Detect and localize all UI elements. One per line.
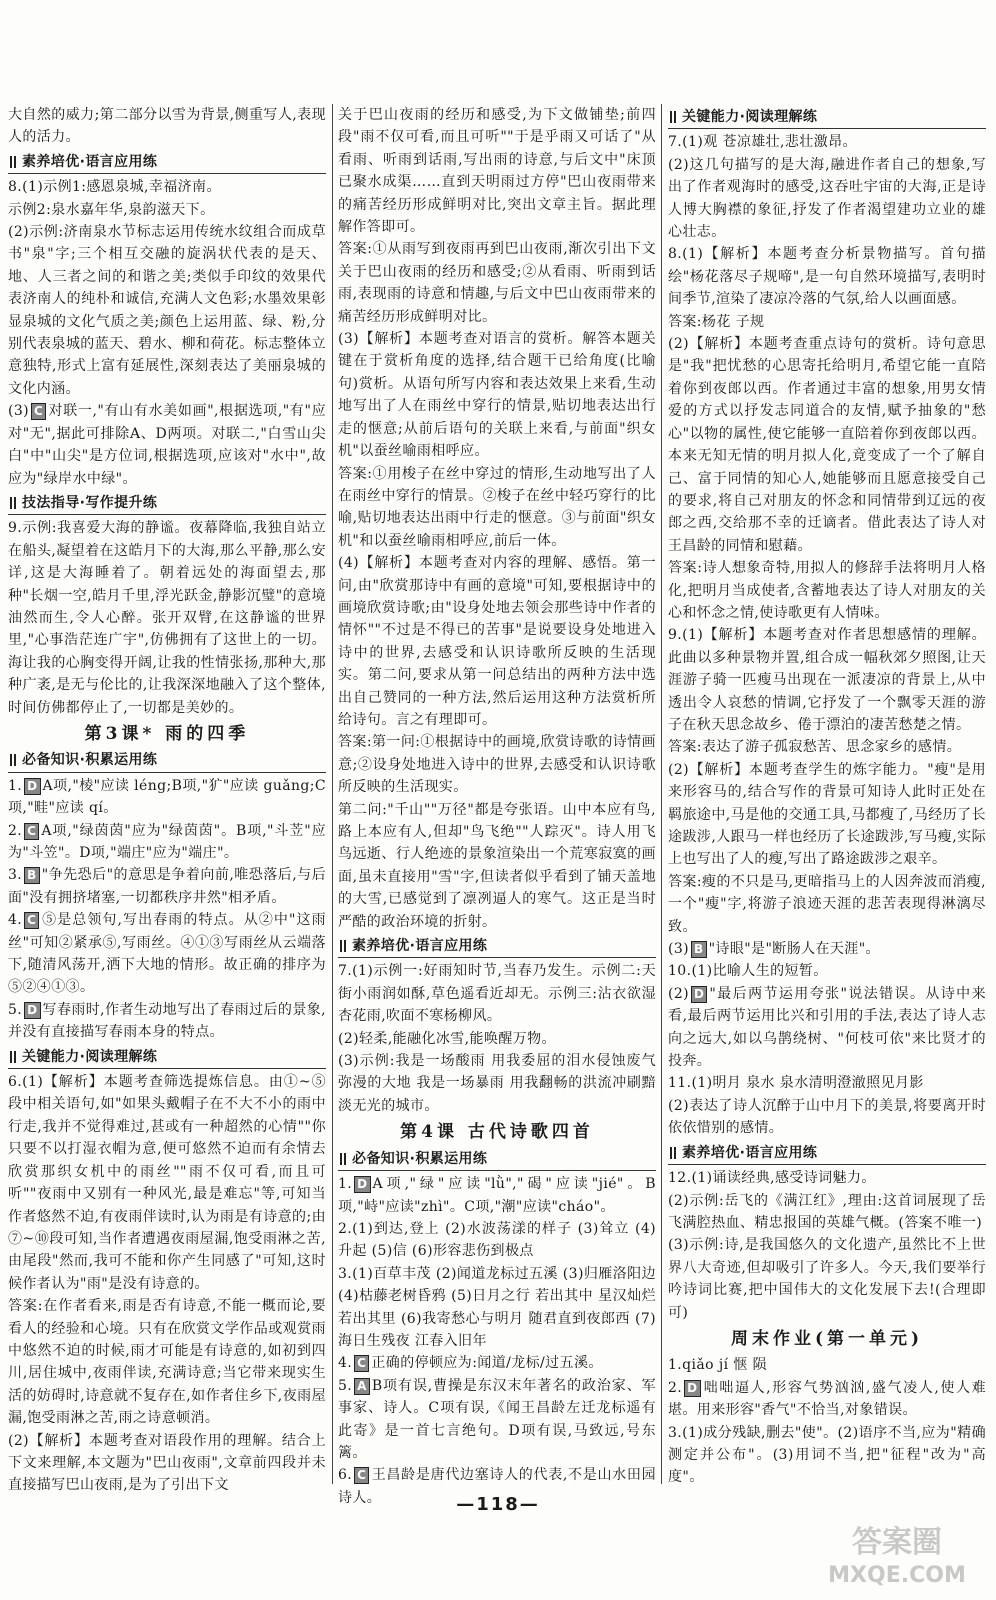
answer-choice-box: B xyxy=(24,867,40,884)
answer-item: (2)示例:济南泉水节标志运用传统水纹组合而成草书"泉"字;三个相互交融的旋涡状代表的是天、地、人三者之间的和谐之美;类似手印纹的效果代表济南人的纯朴和诚信,充满人文色彩;水墨效果彰显泉城的文化气质之美;颜色上运用蓝、绿、粉,分别代表泉城的蓝天、碧水、柳和荷花。标志整体立意独特,形式上富有延展性,深刻表达了美丽泉城的文化内涵。 xyxy=(8,224,326,397)
answer-text: "诗眼"是"断肠人在天涯"。 xyxy=(708,941,880,958)
answer-item xyxy=(8,864,326,909)
section-header: 关键能力·阅读理解练 xyxy=(8,1046,326,1069)
answer-text: B项有误,曹操是东汉末年著名的政治家、军事家、诗人。C项有误,《闻王昌龄左迁龙标遥有此寄》是一首七言绝句。D项有误,马致远,号东篱。 xyxy=(338,1377,656,1461)
answer-text: "最后两节运用夸张"说法错误。从诗中来看,最后两节运用比兴和引用的手法,表达了诗人志向之远大,如以乌鹊绕树、"何枝可依"来比贤才的投奔。 xyxy=(668,985,986,1070)
column-divider xyxy=(661,104,662,1484)
answer-item xyxy=(668,938,986,960)
answer-item: 答案:诗人想象奇特,用拟人的修辞手法将明月人格化,把明月当成使者,含蓄地表达了诗人对朋友的关心和怀念之情,使诗歌更有人情味。 xyxy=(668,560,986,621)
watermark-text: 答案圈 xyxy=(852,1525,942,1560)
answer-item xyxy=(8,820,326,865)
answer-choice-box: D xyxy=(684,1380,700,1397)
watermark-url: MXQE.COM xyxy=(828,1563,966,1588)
lesson-title: 第3课* 雨的四季 xyxy=(84,723,250,744)
column-divider xyxy=(332,104,333,1484)
item-number: 5. xyxy=(8,1001,23,1018)
answer-choice-box: C xyxy=(31,403,46,420)
lesson-title: 第4课 古代诗歌四首 xyxy=(400,1122,594,1143)
answer-item: 1.qiǎo jí 惬 陨 xyxy=(668,1357,767,1374)
answer-choice-box: D xyxy=(24,1002,40,1019)
item-number: 5. xyxy=(338,1377,353,1394)
answer-choice-box: C xyxy=(354,1467,369,1484)
section-header: 必备知识·积累运用练 xyxy=(338,1148,656,1171)
answer-text: ⑤是总领句,写出春雨的特点。从②中"这雨丝"可知②紧承⑤,写雨丝。④①③写雨丝从云端落下,随清风荡开,洒下大地的情形。故正确的排序为⑤②④①③。 xyxy=(8,912,326,996)
answer-choice-box: D xyxy=(354,1176,370,1193)
answer-item: 示例2:泉水嘉年华,泉韵滋天下。 xyxy=(8,201,215,218)
answer-choice-box: A xyxy=(354,1378,370,1395)
answer-item: (4)【解析】本题考查对内容的理解、感悟。第一问,由"欣赏那诗中有画的意境"可知,要根据诗中的画境欣赏诗歌;由"设身处地去领会那些诗中作者的情怀""不过是不得已的苦事"是说要设身处地进入诗中的世界,去感受和认识诗歌所反映的生活现实。第二问,要求从第一问总结出的两种方法中选出自己赞同的一种方法,然后运用这种方法赏析所给诗句。言之有理即可。 xyxy=(338,555,656,728)
answer-item: 答案:表达了游子孤寂愁苦、思念家乡的感情。 xyxy=(668,739,962,756)
answer-item xyxy=(8,999,326,1044)
item-number: 6. xyxy=(338,1467,353,1484)
page-number: —118— xyxy=(456,1494,540,1515)
answer-text: 咄咄逼人,形容气势汹汹,盛气凌人,使人难堪。用来形容"香气"不恰当,对象错误。 xyxy=(668,1379,986,1419)
answer-item: (2)【解析】本题考查学生的炼字能力。"瘦"是用来形容马的,结合写作的背景可知诗人此时正处在羁旅途中,马是他的交通工具,马都瘦了,马经历了长途跋涉,人跟马一样也经历了长途跋涉,写马瘦,实际上也写出了人的瘦,写出了路途跋涉之艰辛。 xyxy=(668,761,986,868)
answer-choice-box: B xyxy=(691,941,707,958)
answer-item xyxy=(8,775,326,820)
answer-item xyxy=(338,1352,656,1374)
item-number: (2) xyxy=(668,985,690,1002)
answer-item xyxy=(338,1375,656,1465)
answer-text: 写春雨时,作者生动地写出了春雨过后的景象,并没有直接描写春雨本身的特点。 xyxy=(8,1001,326,1041)
watermark-logo xyxy=(812,1512,982,1590)
paragraph: 大自然的威力;第二部分以雪为背景,侧重写人,表现人的活力。 xyxy=(8,107,326,146)
section-header: 必备知识·积累运用练 xyxy=(8,749,326,772)
answer-item xyxy=(8,400,326,490)
item-number: 1. xyxy=(8,777,23,794)
answer-item: 答案:①用梭子在丝中穿过的情形,生动地写出了人在雨丝中穿行的情景。②梭子在丝中轻巧穿行的比喻,贴切地表达出雨中行走的惬意。③与前面"织女机"和以蚕丝喻雨相呼应,前后一体。 xyxy=(338,465,656,549)
item-number: 4. xyxy=(338,1355,353,1372)
answer-item: (3)示例:我是一场酸雨 用我委屈的泪水侵蚀废气弥漫的大地 我是一场暴雨 用我翻畅的洪流冲刷黯淡无光的城市。 xyxy=(338,1053,656,1114)
answer-item: 答案:①从雨写到夜雨再到巴山夜雨,渐次引出下文关于巴山夜雨的经历和感受;②从看雨、听雨到话雨,表现雨的诗意和情趣,与后文中巴山夜雨带来的痛苦经历形成鲜明对比。 xyxy=(338,241,656,325)
answer-item: (2)轻柔,能融化冰雪,能唤醒万物。 xyxy=(338,1030,556,1047)
answer-item xyxy=(8,909,326,999)
item-number: 4. xyxy=(8,912,23,929)
answer-item: (2)这几句描写的是大海,融进作者自己的想象,写出了作者观海时的感受,这吞吐宇宙的大海,正是诗人博大胸襟的象征,抒发了作者渴望建功立业的雄心壮志。 xyxy=(668,156,986,241)
answer-item: 7.(1)观 苍凉雄壮,悲壮激昂。 xyxy=(668,134,857,151)
answer-item xyxy=(338,1173,656,1218)
answer-choice-box: D xyxy=(691,986,707,1003)
answer-item: (3)【解析】本题考查对语言的赏析。解答本题关键在于赏析角度的选择,结合题干已给角度(比喻句)赏析。从语句所写内容和表达效果上来看,生动地写出了人在雨丝中穿行的情景,贴切地表达出行走的惬意;从前后语句的关联上来看,与前面"织女机"以蚕丝喻雨相呼应。 xyxy=(338,331,656,460)
weekend-homework-title: 周末作业(第一单元) xyxy=(730,1328,924,1349)
answer-item: 8.(1)【解析】本题考查分析景物描写。首句描绘"杨花落尽子规啼",是一句自然环境描写,表明时间季节,渲染了凄凉冷落的气氛,给人以画面感。 xyxy=(668,246,986,308)
answer-item: 9.示例:我喜爱大海的静谧。夜幕降临,我独自站立在船头,凝望着在这皓月下的大海,那么平静,那么安详,这是大海睡着了。朝着远处的海面望去,那种"长烟一空,皓月千里,浮光跃金,静影沉璧"的意境油然而生,令人心醉。张开双臂,在这静谧的世界里,"心事浩茫连广宇",仿佛拥有了这世上的一切。海让我的心胸变得开阔,让我的性情张扬,那种大,那种广袤,是无与伦比的,让我深深地融入了这个整体,时间仿佛都停止了,一切都是美妙的。 xyxy=(8,520,326,716)
answer-choice-box: C xyxy=(24,912,39,929)
answer-item xyxy=(668,983,986,1073)
item-number: 3. xyxy=(8,867,23,884)
column-right xyxy=(668,104,986,1484)
answer-item: 7.(1)示例一:好雨知时节,当春乃发生。示例二:天街小雨润如酥,草色遥看近却无。示例三:沾衣欲湿杏花雨,吹面不寒杨柳风。 xyxy=(338,963,656,1025)
item-number: 2. xyxy=(668,1379,683,1396)
column-left xyxy=(8,104,326,1494)
item-number: (3) xyxy=(8,403,30,420)
item-number: 1. xyxy=(338,1176,353,1193)
section-header: 素养培优·语言应用练 xyxy=(8,151,326,174)
paragraph: 关于巴山夜雨的经历和感受,为下文做铺垫;前四段"雨不仅可看,而且可听""于是乎雨又可话了"从看雨、听雨到话雨,写出雨的诗意,与后文中"床顶已聚水成渠……直到天明雨过方停"巴山夜雨带来的痛苦经历形成鲜明对比,突出文章主旨。据此理解作答即可。 xyxy=(338,107,656,236)
answer-text: A项,"棱"应读 léng;B项,"犷"应读 guǎng;C项,"畦"应读 qí。 xyxy=(8,777,326,817)
answer-item: 3.(1)百草丰茂 (2)闻道龙标过五溪 (3)归雁洛阳边 (4)枯藤老树昏鸦 (5)日月之行 若出其中 星汉灿烂 若出其里 (6)我寄愁心与明月 随君直到夜郎西 (7)海日生残夜 江春入旧年 xyxy=(338,1265,656,1349)
section-header: 关键能力·阅读理解练 xyxy=(668,106,986,129)
answer-text: 对联一,"有山有水美如画",根据选项,"有"应对"无",据此可排除A、D两项。对联二,"白雪山尖白"中"山尖"是方位词,根据选项,应该对"水中",故应为"绿岸水中绿"。 xyxy=(8,403,326,487)
answer-text: A项,"绿茵茵"应为"绿茵茵"。B项,"斗苙"应为"斗笠"。D项,"端庄"应为"端庄"。 xyxy=(8,822,326,861)
answer-item xyxy=(668,1377,986,1422)
answer-item: (3)示例:诗,是我国悠久的文化遗产,虽然比不上世界八大奇迹,但却吸引了许多人。今天,我们要举行吟诗词比赛,把中国伟大的文化发展下去!(合理即可) xyxy=(668,1237,986,1321)
answer-item: (2)【解析】本题考查重点诗句的赏析。诗句意思是"我"把忧愁的心思寄托给明月,希望它能一直陪着你到夜郎以西。作者通过丰富的想象,用男女情爱的方式以抒发志同道合的友情,赋予抽象的"愁心"以物的属性,使它能够一直陪着你到夜郎以西。本来无知无情的明月拟人化,竟变成了一个了解自己、富于同情的知心人,她能够而且愿意接受自己的要求,将自己对朋友的怀念和同情带到辽远的夜郎之西,交给那不幸的迁谪者。借此表达了诗人对王昌龄的同情和慰藉。 xyxy=(668,336,986,554)
answer-text: "争先恐后"的意思是争着向前,唯恐落后,与后面"没有拥挤堵塞,一切都秩序井然"相矛盾。 xyxy=(8,867,326,906)
answer-text: 王昌龄是唐代边塞诗人的代表,不是山水田园诗人。 xyxy=(338,1467,656,1506)
answer-item: 10.(1)比喻人生的短暂。 xyxy=(668,963,828,980)
answer-item: (2)示例:岳飞的《满江红》,理由:这首词展现了岳飞满腔热血、精忠报国的英雄气概。(答案不唯一) xyxy=(668,1192,986,1231)
answer-item: 答案:瘦的不只是马,更暗指马上的人因奔波而消瘦,一个"瘦"字,将游子浪迹天涯的悲苦表现得淋漓尽致。 xyxy=(668,873,986,935)
answer-item: 11.(1)明月 泉水 泉水清明澄澈照见月影 xyxy=(668,1075,924,1092)
answer-item: (2)表达了诗人沉醉于山中月下的美景,将要离开时依依惜别的感情。 xyxy=(668,1097,986,1137)
answer-item: 答案:第一问:①根据诗中的画境,欣赏诗歌的诗情画意;②设身处地进入诗中的世界,去感受和认识诗歌所反映的生活现实。 xyxy=(338,734,656,796)
answer-item: 第二问:"千山""万径"都是夸张语。山中本应有鸟,路上本应有人,但却"鸟飞绝""人踪灭"。诗人用飞鸟远逝、行人绝迹的景象渲染出一个荒寒寂寞的画面,虽未直接用"雪"字,但读者似乎看到了铺天盖地的大雪,已感觉到了凛冽逼人的寒气。这正是当时严酷的政治环境的折射。 xyxy=(338,801,656,930)
answer-item: 答案:在作者看来,雨是否有诗意,不能一概而论,要看人的经验和心境。只有在欣赏文学作品或观赏雨中悠然不迫的时候,雨才可能是有诗意的,如初到四川,居住城中,夜雨伴读,充满诗意;当它带来现实生活的妨碍时,诗意就不复存在,如作者住乡下,夜雨屋漏,饱受雨淋之苦,雨之诗意顿消。 xyxy=(8,1298,326,1427)
section-header: 素养培优·语言应用练 xyxy=(338,935,656,958)
answer-item: 3.(1)成分残缺,删去"使"。(2)语序不当,应为"精确测定并公布"。(3)用词不当,把"征程"改为"高度"。 xyxy=(668,1424,986,1486)
item-number: (3) xyxy=(668,941,690,958)
answer-item: 答案:杨花 子规 xyxy=(668,313,765,330)
answer-item: 2.(1)到达,登上 (2)水波荡漾的样子 (3)耸立 (4)升起 (5)信 (6)形容悲伤到极点 xyxy=(338,1220,656,1260)
answer-item: 8.(1)示例1:感恩泉城,幸福济南。 xyxy=(8,179,221,196)
answer-choice-box: D xyxy=(24,778,40,795)
answer-text: A项,"绿"应读"lǜ","碣"应读"jié"。B项,"峙"应读"zhì"。C项,"潮"应读"cháo"。 xyxy=(338,1176,656,1215)
answer-item: (2)【解析】本题考查对语段作用的理解。结合上下文来理解,本文题为"巴山夜雨",文章前四段并未直接描写巴山夜雨,是为了引出下文 xyxy=(8,1432,326,1494)
section-header: 技法指导·写作提升练 xyxy=(8,492,326,515)
answer-item: 12.(1)诵读经典,感受诗词魅力。 xyxy=(668,1170,876,1187)
answer-item: 6.(1)【解析】本题考查筛选提炼信息。由①~⑤段中相关语句,如"如果头戴帽子在不大不小的雨中行走,我并不觉得难过,甚或有一种超然的心情""你只要不以打湿衣帽为意,便可悠然不迫而有余情去欣赏那织女机中的雨丝""雨不仅可看,而且可听""夜雨中又别有一种风光,最是难忘"等,可知当作者悠然不迫,有夜雨伴读时,认为雨是有诗意的;由⑦~⑩段可知,当作者遭遇夜雨屋漏,饱受雨淋之苦,由尾段"然而,我可不能和你产生同感了"可知,这时候作者认为"雨"是没有诗意的。 xyxy=(8,1074,326,1292)
answer-choice-box: C xyxy=(354,1355,369,1372)
section-header: 素养培优·语言应用练 xyxy=(668,1142,986,1165)
answer-choice-box: C xyxy=(24,823,39,840)
item-number: 2. xyxy=(8,822,23,839)
answer-text: 正确的停顿应为:闻道/龙标/过五溪。 xyxy=(371,1355,603,1372)
answer-item: 9.(1)【解析】本题考查对作者思想感情的理解。此曲以多种景物并置,组合成一幅秋郊夕照图,让天涯游子骑一匹瘦马出现在一派凄凉的背景上,从中透出令人哀愁的情调,它抒发了一个飘零天涯的游子在秋天思念故乡、倦于漂泊的凄苦愁楚之情。 xyxy=(668,627,986,733)
